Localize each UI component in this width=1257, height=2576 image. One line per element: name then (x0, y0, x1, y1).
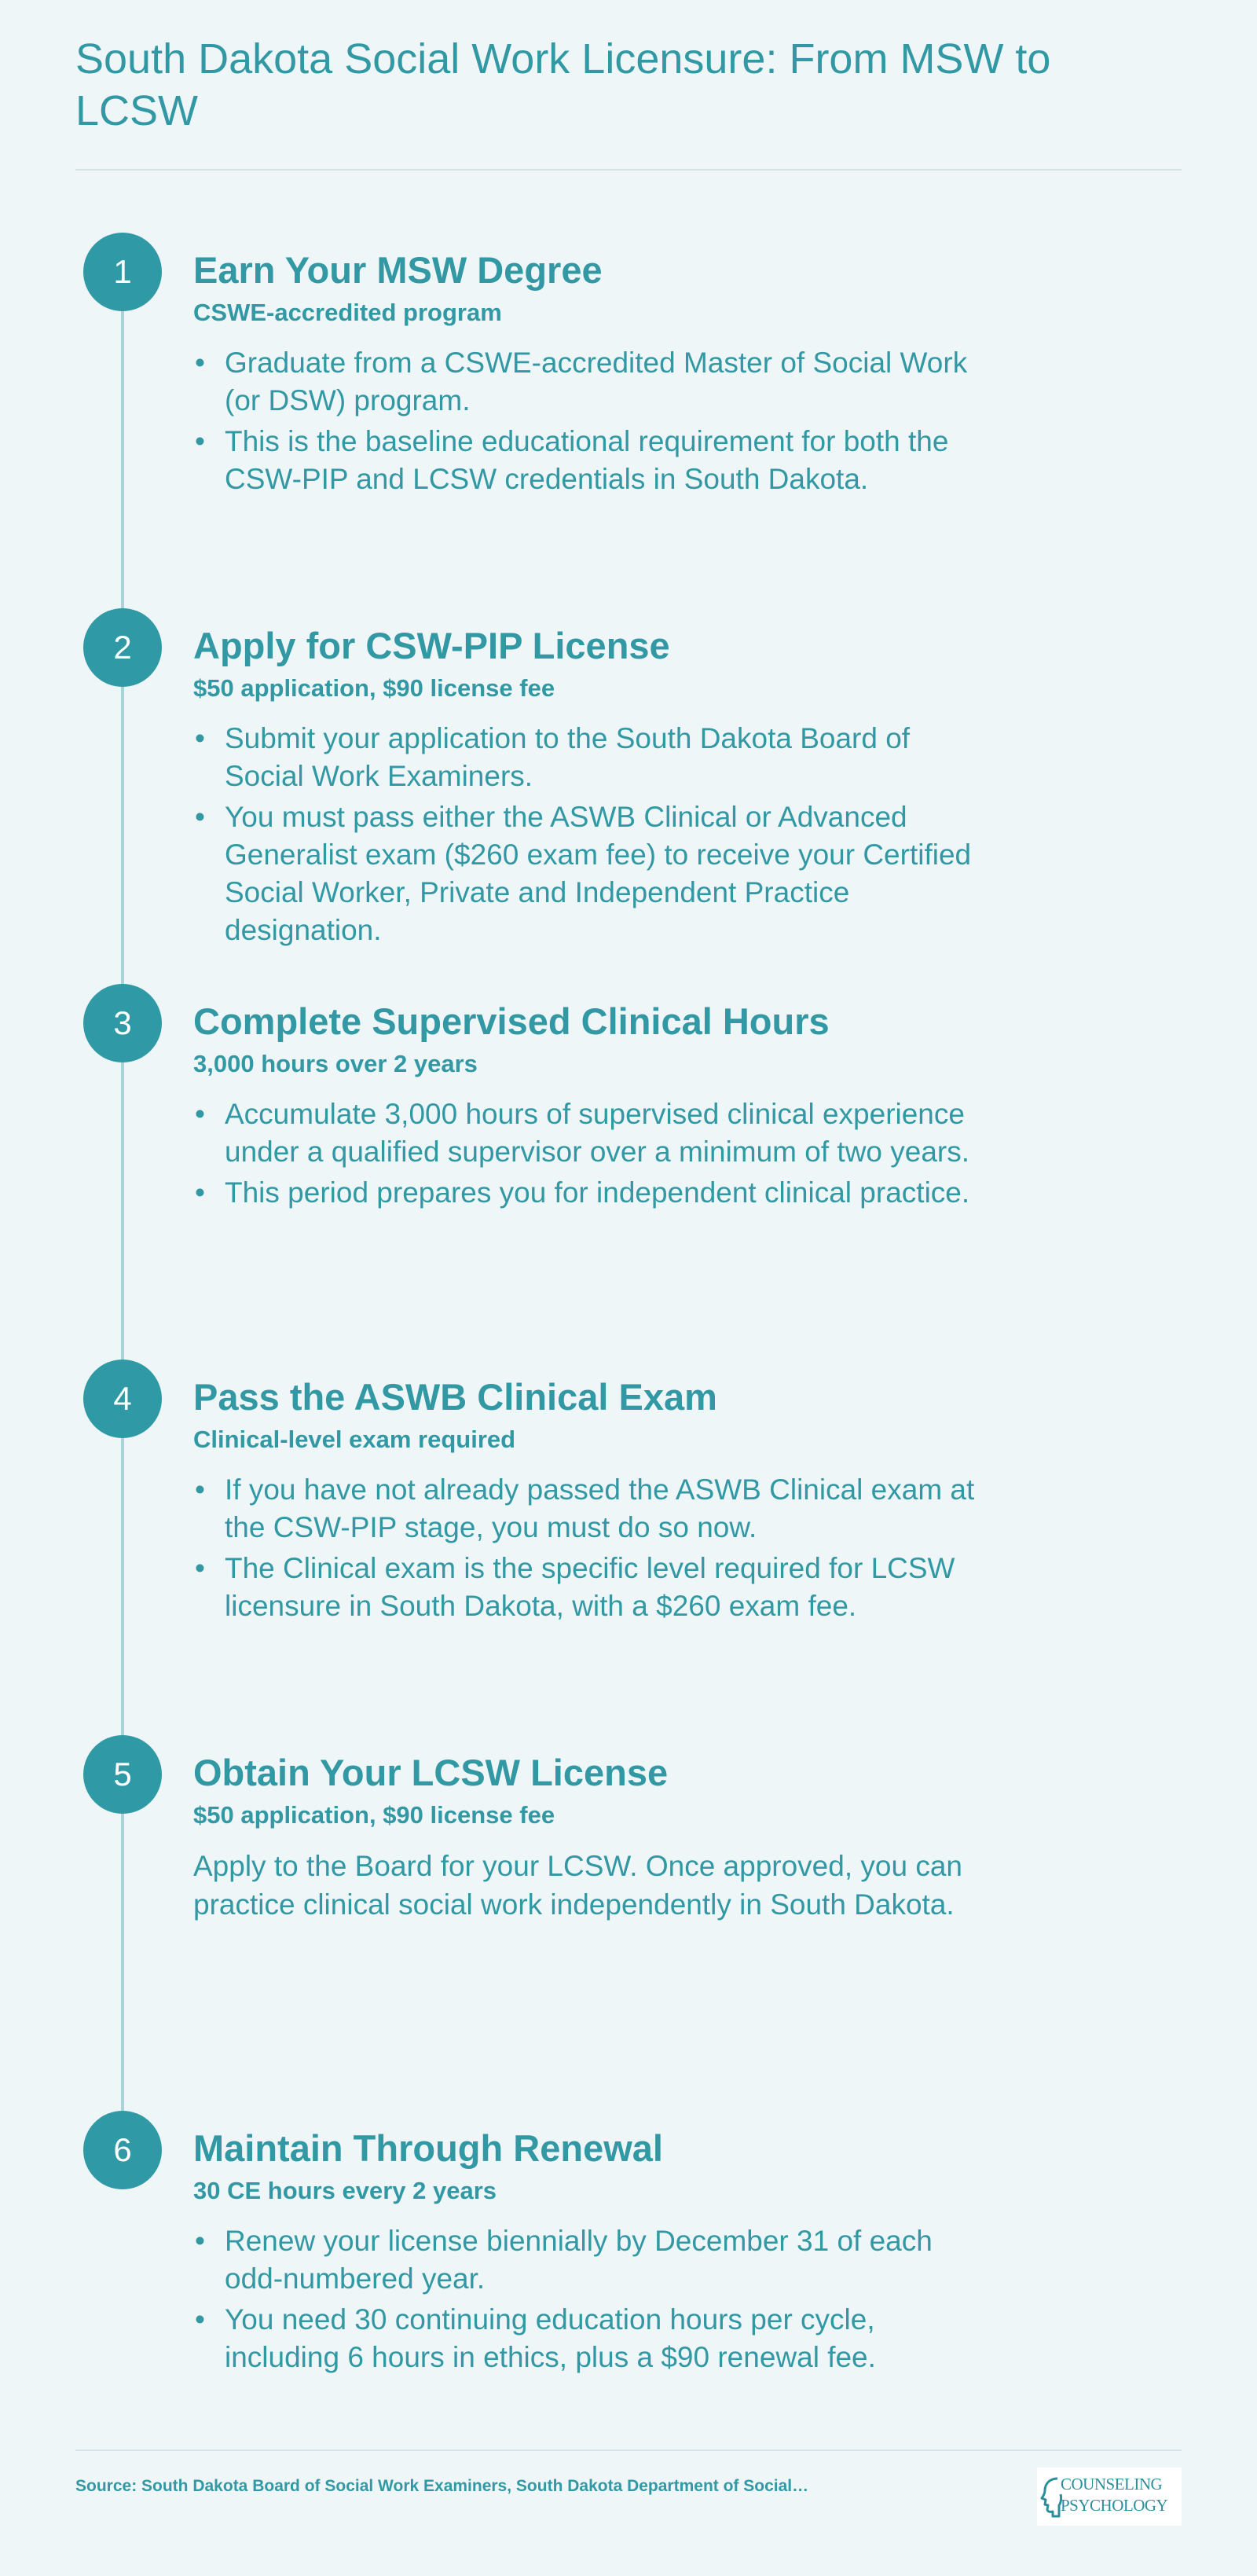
step-bullet-list (193, 2222, 995, 2376)
step-subtitle: $50 application, $90 license fee (193, 1801, 555, 1829)
bullet-text: You need 30 continuing education hours per cycle, including 6 hours in ethics, plus a $90 renewal fee. (225, 2303, 876, 2373)
logo-wordmark (1061, 2474, 1178, 2516)
step-title: Maintain Through Renewal (193, 2127, 663, 2169)
step-bullet-list (193, 344, 995, 498)
step-title: Obtain Your LCSW License (193, 1752, 669, 1793)
step-number-badge: 2 (83, 608, 162, 687)
bullet-item (193, 423, 995, 498)
bullet-icon: • (195, 1176, 205, 1209)
bullet-icon: • (195, 1552, 205, 1584)
bullet-text: Renew your license biennially by December 31 of each odd-numbered year. (225, 2225, 933, 2295)
bullet-item (193, 344, 995, 420)
head-profile-icon (1040, 2475, 1062, 2518)
counseling-psychology-logo (1037, 2468, 1182, 2526)
bullet-text: The Clinical exam is the specific level required for LCSW licensure in South Dakota, with a $260 exam fee. (225, 1552, 955, 1622)
page-title: South Dakota Social Work Licensure: From MSW to LCSW (75, 35, 1051, 134)
step-subtitle: 30 CE hours every 2 years (193, 2177, 497, 2204)
bullet-text: Graduate from a CSWE-accredited Master of Social Work (or DSW) program. (225, 347, 968, 416)
timeline-line (121, 271, 124, 2145)
bullet-item (193, 1174, 995, 1212)
bullet-item (193, 1550, 995, 1625)
bullet-item (193, 2222, 995, 2298)
bullet-icon: • (195, 2225, 205, 2257)
bullet-item (193, 1471, 995, 1547)
step-subtitle: CSWE-accredited program (193, 299, 502, 326)
step-title: Apply for CSW-PIP License (193, 625, 670, 666)
bullet-icon: • (195, 1473, 205, 1506)
bullet-text: If you have not already passed the ASWB Clinical exam at the CSW-PIP stage, you must do so now. (225, 1473, 975, 1543)
bullet-icon: • (195, 801, 205, 833)
step-subtitle: 3,000 hours over 2 years (193, 1050, 478, 1077)
step-subtitle: Clinical-level exam required (193, 1426, 516, 1453)
bullet-text: Accumulate 3,000 hours of supervised clinical experience under a qualified supervisor over a minimum of two years. (225, 1098, 970, 1168)
bullet-icon: • (195, 1098, 205, 1130)
bullet-text: You must pass either the ASWB Clinical or Advanced Generalist exam ($260 exam fee) to receive your Certified Social Worker, Private and Independent Practice designation. (225, 801, 972, 946)
step-bullet-list (193, 1095, 995, 1212)
logo-line-2: PSYCHOLOGY (1061, 2496, 1168, 2515)
step-title: Complete Supervised Clinical Hours (193, 1000, 830, 1042)
title-divider (75, 169, 1182, 171)
bullet-item (193, 2301, 995, 2376)
bullet-item (193, 1095, 995, 1171)
bullet-text: This is the baseline educational requirement for both the CSW-PIP and LCSW credentials in South Dakota. (225, 425, 949, 495)
bullet-icon: • (195, 425, 205, 457)
step-bullet-list (193, 720, 995, 949)
step-number-badge: 4 (83, 1360, 162, 1438)
step-number-badge: 6 (83, 2111, 162, 2189)
source-citation: Source: South Dakota Board of Social Work Examiners, South Dakota Department of Social… (75, 2477, 809, 2495)
bullet-item (193, 720, 995, 795)
step-number-badge: 3 (83, 984, 162, 1062)
bullet-icon: • (195, 2303, 205, 2336)
step-title: Earn Your MSW Degree (193, 249, 603, 291)
bullet-item (193, 798, 995, 949)
step-title: Pass the ASWB Clinical Exam (193, 1376, 717, 1418)
bullet-icon: • (195, 722, 205, 754)
footer-divider (75, 2449, 1182, 2451)
step-subtitle: $50 application, $90 license fee (193, 674, 555, 702)
logo-line-1: COUNSELING (1061, 2475, 1163, 2493)
bullet-icon: • (195, 347, 205, 379)
step-description: Apply to the Board for your LCSW. Once approved, you can practice clinical social work independently in South Dakota. (193, 1850, 962, 1921)
step-bullet-list (193, 1471, 995, 1625)
step-number-badge: 5 (83, 1735, 162, 1814)
step-number-badge: 1 (83, 233, 162, 311)
bullet-text: This period prepares you for independent clinical practice. (225, 1176, 970, 1209)
bullet-text: Submit your application to the South Dakota Board of Social Work Examiners. (225, 722, 911, 792)
